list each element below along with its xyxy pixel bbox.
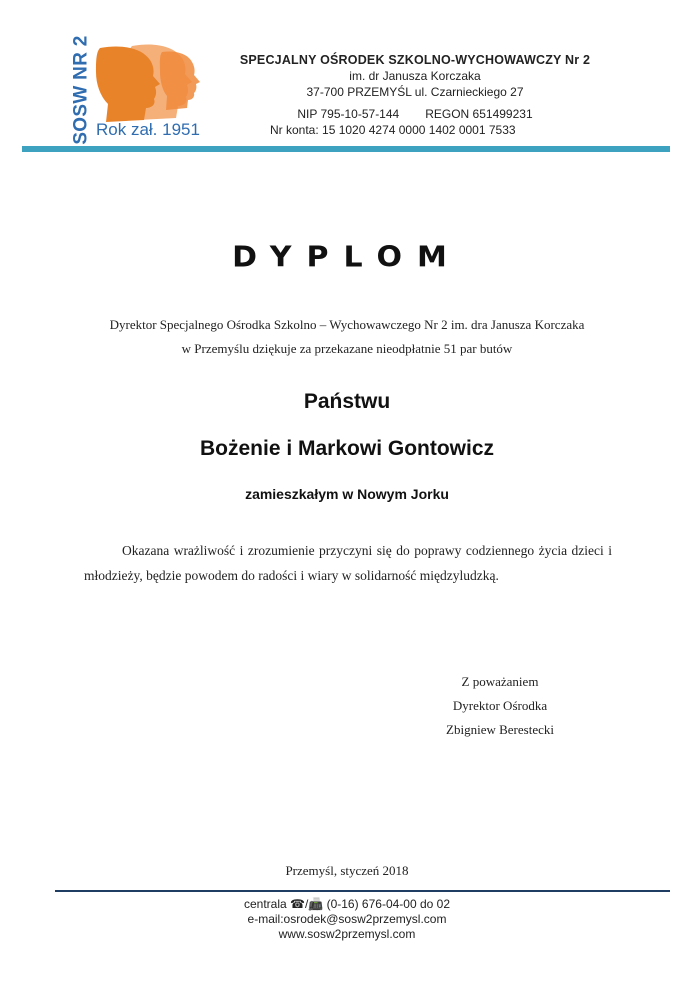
footer-website: www.sosw2przemysl.com	[278, 927, 416, 941]
footer-divider	[55, 890, 670, 892]
institution-name: SPECJALNY OŚRODEK SZKOLNO-WYCHOWAWCZY Nr 2	[239, 53, 591, 67]
body-text: Okazana wrażliwość i zrozumienie przyczyni się do poprawy codziennego życia dzieci i młodzieży, będzie powodem do radości i wiary w solidarność międzyludzką.	[84, 543, 612, 583]
intro-line-2: w Przemyślu dziękuje za przekazane nieodpłatnie 51 par butów	[181, 341, 513, 356]
recipient-names: Bożenie i Markowi Gontowicz	[199, 437, 495, 460]
faces-silhouette-icon	[92, 42, 207, 122]
tax-ids	[220, 106, 610, 122]
footer-phone: centrala ☎/📠 (0-16) 676-04-00 do 02	[244, 897, 450, 911]
logo-founding-year: Rok zał. 1951	[96, 120, 200, 139]
footer-email: e-mail:osrodek@sosw2przemysl.com	[247, 912, 447, 926]
recipient-residence: zamieszkałym w Nowym Jorku	[245, 486, 449, 502]
header-divider	[22, 146, 670, 152]
institution-patron: im. dr Janusza Korczaka	[349, 69, 481, 83]
signature-block	[410, 670, 590, 742]
footer-contact	[0, 897, 694, 942]
school-logo	[70, 35, 210, 145]
recipient-salutation: Państwu	[303, 390, 391, 413]
closing-phrase: Z poważaniem	[461, 674, 539, 689]
intro-text	[60, 313, 634, 361]
intro-line-1: Dyrektor Specjalnego Ośrodka Szkolno – Wychowawczego Nr 2 im. dra Janusza Korczaka	[109, 317, 585, 332]
signer-role: Dyrektor Ośrodka	[452, 698, 548, 713]
document-title: DYPLOM	[232, 240, 462, 275]
letterhead	[220, 52, 610, 138]
place-and-date: Przemyśl, styczeń 2018	[285, 863, 409, 878]
signer-name: Zbigniew Berestecki	[446, 722, 554, 737]
institution-address: 37-700 PRZEMYŚL ul. Czarnieckiego 27	[306, 85, 524, 99]
nip-number: NIP 795-10-57-144	[297, 107, 400, 121]
body-paragraph	[84, 538, 612, 588]
bank-account: Nr konta: 15 1020 4274 0000 1402 0001 7533	[270, 123, 516, 137]
logo-vertical-text	[70, 35, 94, 145]
logo-abbreviation: SOSW NR 2	[71, 35, 93, 145]
regon-number: REGON 651499231	[425, 107, 533, 121]
